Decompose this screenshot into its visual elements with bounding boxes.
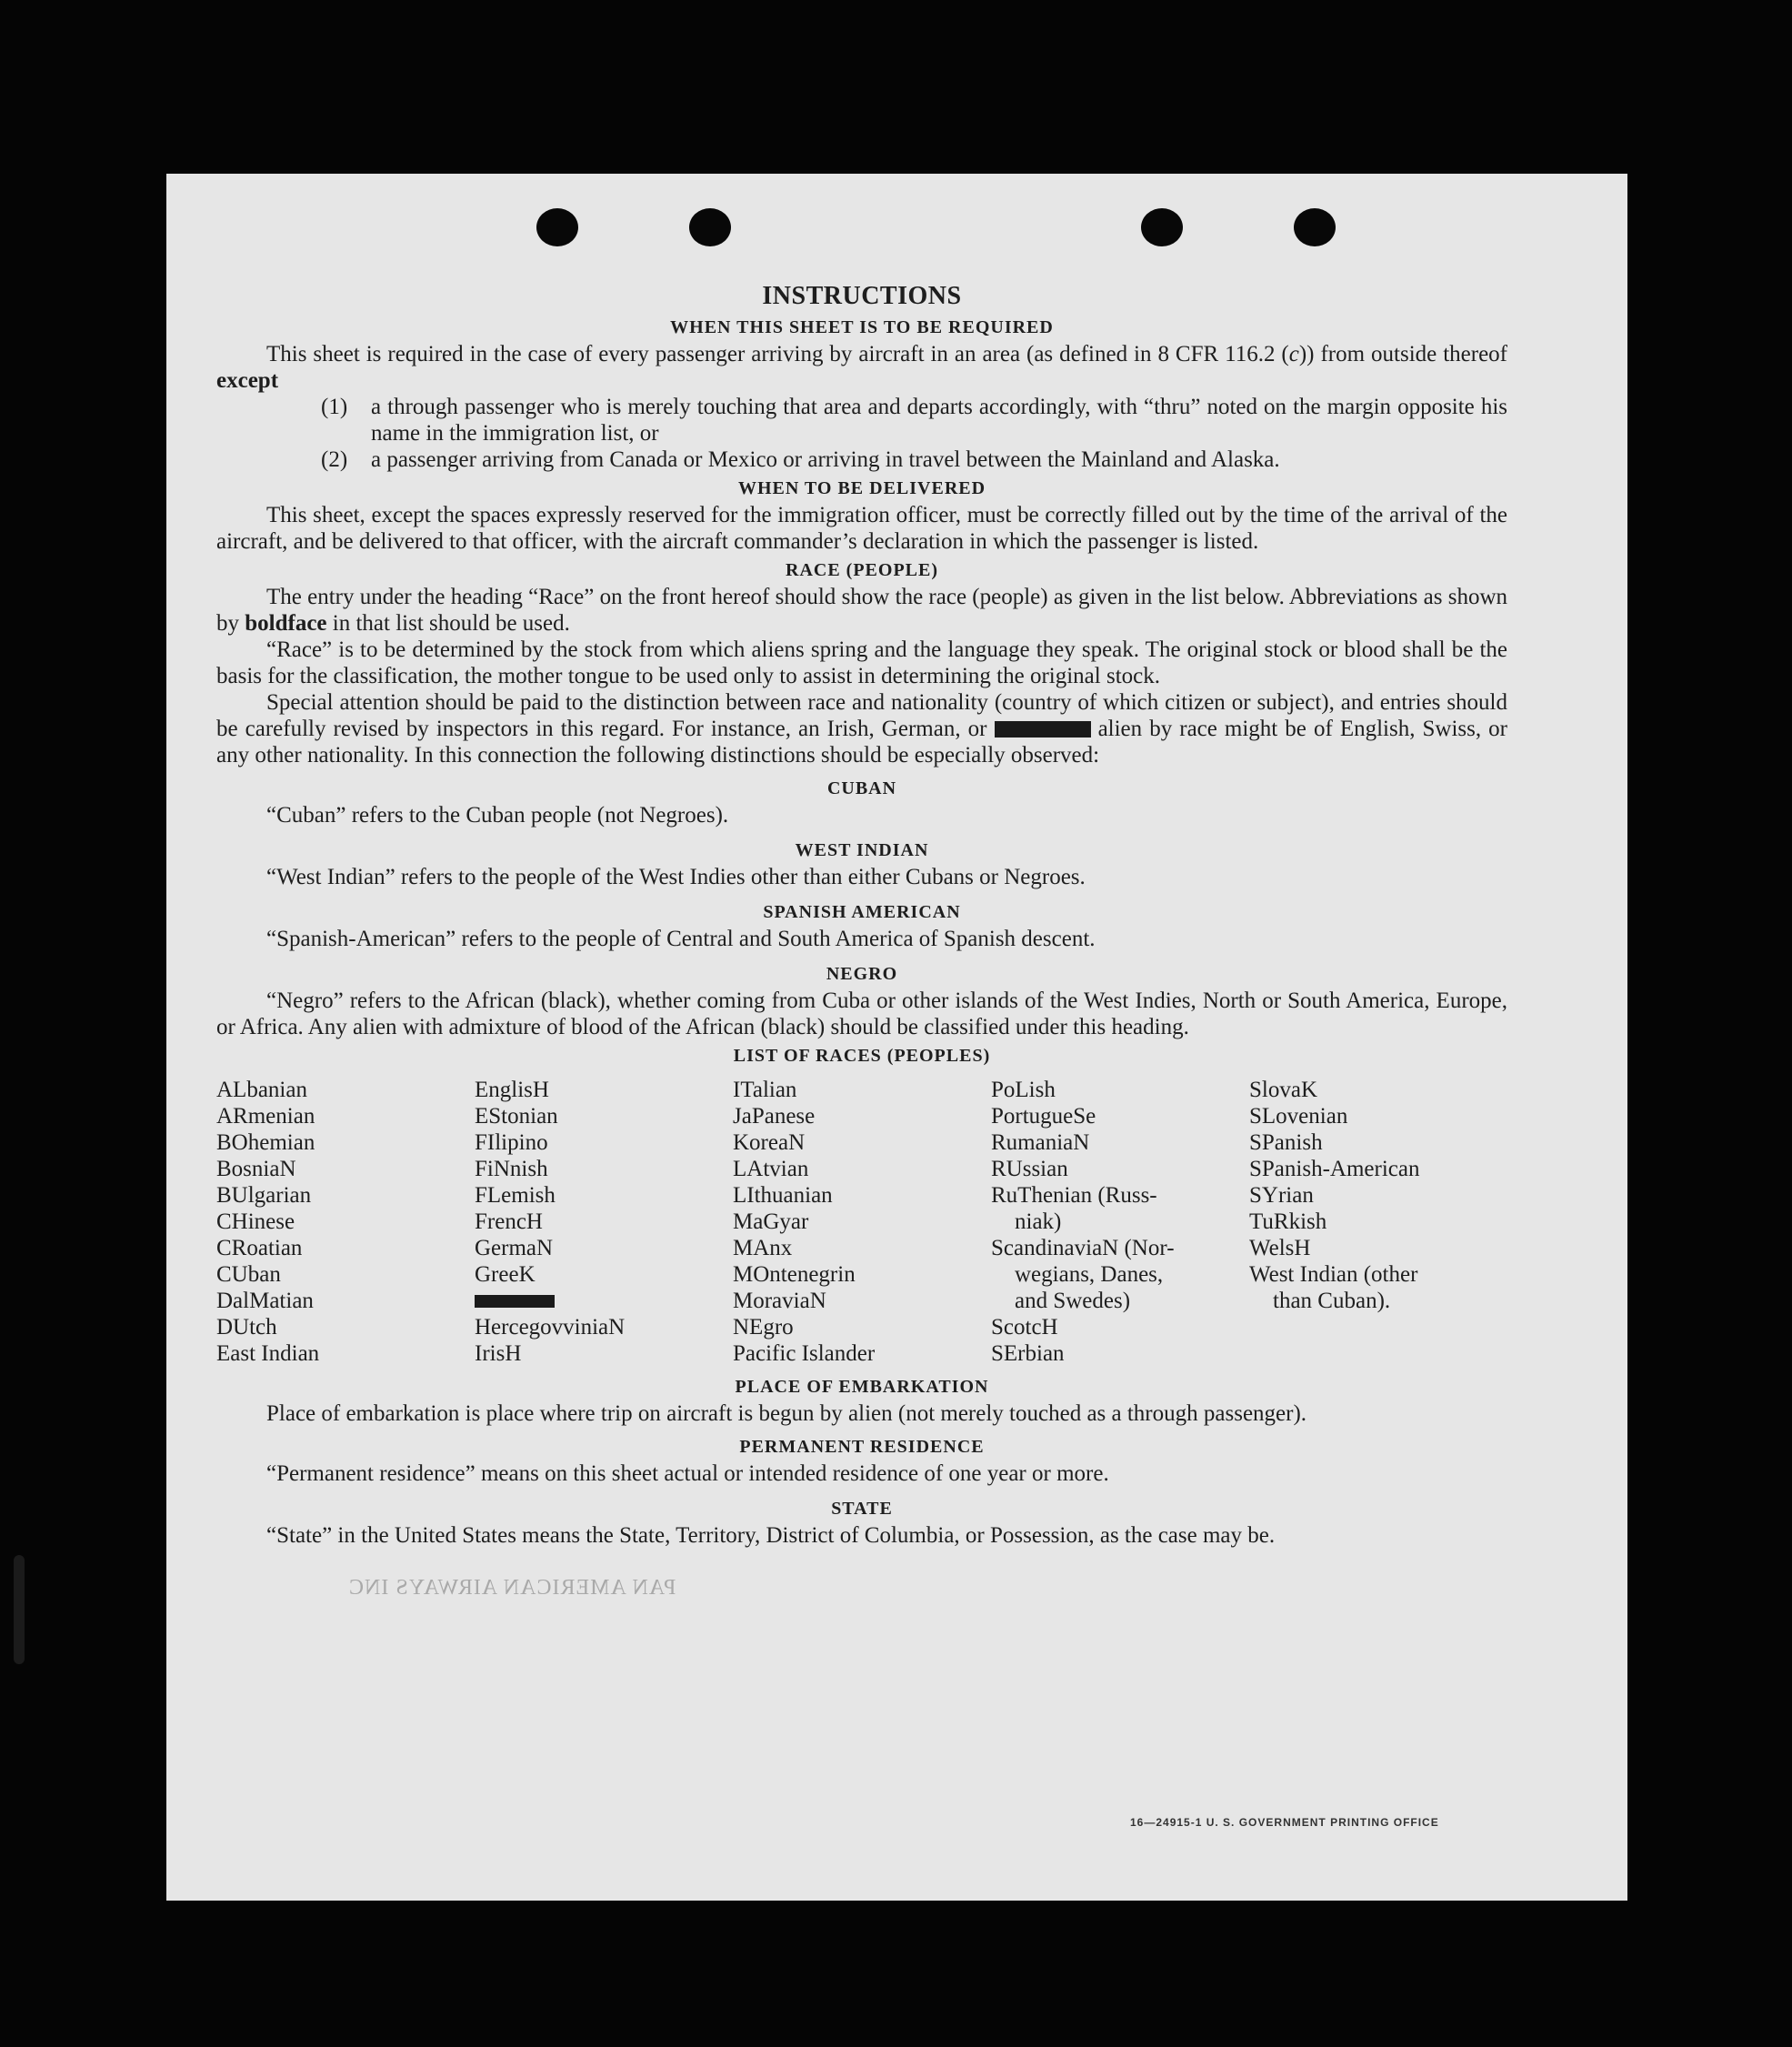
list-item: LIthuanian [733, 1183, 833, 1208]
section-heading-residence: PERMANENT RESIDENCE [739, 1437, 985, 1457]
race-column-4 [991, 1077, 1249, 1367]
required-intro: This sheet is required in the case of every passenger arriving by aircraft in an area (as defined in 8 CFR 116.2 (c)) from outside thereof except [216, 342, 1507, 393]
list-item: SlovaK [1249, 1078, 1317, 1102]
printing-office-code: 16—24915-1 U. S. GOVERNMENT PRINTING OFFICE [1130, 1816, 1439, 1829]
race-list [216, 1077, 1507, 1367]
section-heading-west-indian: WEST INDIAN [795, 840, 929, 860]
list-item-continuation: wegians, Danes, [1015, 1262, 1164, 1287]
list-item: DalMatian [216, 1289, 314, 1313]
list-item: DUtch [216, 1315, 277, 1340]
list-item: MoraviaN [733, 1289, 826, 1313]
list-item: IrisH [475, 1341, 522, 1366]
list-item: SPanish [1249, 1130, 1323, 1155]
page-title: INSTRUCTIONS [762, 282, 962, 310]
list-item: EStonian [475, 1104, 558, 1129]
delivered-text: This sheet, except the spaces expressly reserved for the immigration officer, must be correctly filled out by the time of the arrival of the aircraft, and be delivered to that officer, with the aircraft commander’s declaration in which the passenger is listed. [216, 503, 1507, 554]
list-item: GreeK [475, 1262, 536, 1287]
list-item: BosniaN [216, 1157, 296, 1181]
list-item: MAnx [733, 1236, 793, 1260]
race-column-1 [216, 1077, 475, 1367]
required-item-2: (2) a passenger arriving from Canada or Mexico or arriving in travel between the Mainland and Alaska. [321, 447, 1280, 472]
list-item: PoLish [991, 1078, 1056, 1102]
list-item: ARmenian [216, 1104, 315, 1129]
list-item: EnglisH [475, 1078, 549, 1102]
list-item: RuThenian (Russ- [991, 1183, 1157, 1208]
punch-hole [1141, 208, 1183, 246]
list-item: ITalian [733, 1078, 797, 1102]
negro-text: “Negro” refers to the African (black), whether coming from Cuba or other islands of the West Indies, North or South America, Europe, or Africa. Any alien with admixture of blood of the African (black) should be classified under this heading. [216, 988, 1507, 1039]
bleed-through-text: PAN AMERICAN AIRWAYS INC [348, 1576, 676, 1600]
cuban-text: “Cuban” refers to the Cuban people (not Negroes). [266, 803, 729, 828]
list-item: East Indian [216, 1341, 320, 1366]
list-item: West Indian (other [1249, 1262, 1418, 1287]
punch-hole [536, 208, 578, 246]
list-item: LAtvian [733, 1157, 809, 1181]
section-heading-negro: NEGRO [826, 964, 898, 984]
list-item: RumaniaN [991, 1130, 1090, 1155]
punch-hole [689, 208, 731, 246]
race-column-5 [1249, 1077, 1507, 1367]
list-item-continuation: than Cuban). [1273, 1289, 1391, 1313]
west-indian-text: “West Indian” refers to the people of the West Indies other than either Cubans or Negroes. [266, 865, 1086, 889]
list-item: ScotcH [991, 1315, 1058, 1340]
list-item: SPanish-American [1249, 1157, 1420, 1181]
race-paragraph-1: The entry under the heading “Race” on the front hereof should show the race (people) as given in the list below. Abbreviations as shown by boldface in that list should be used. [216, 585, 1507, 636]
race-paragraph-2: “Race” is to be determined by the stock from which aliens spring and the language they speak. The original stock or blood shall be the basis for the classification, the mother tongue to be used only to assist in determining the original stock. [216, 637, 1507, 688]
spanish-american-text: “Spanish-American” refers to the people of Central and South America of Spanish descent. [266, 927, 1096, 951]
list-item: HercegovviniaN [475, 1315, 626, 1340]
section-heading-required: WHEN THIS SHEET IS TO BE REQUIRED [670, 317, 1054, 337]
list-item: TuRkish [1249, 1209, 1327, 1234]
list-item: BOhemian [216, 1130, 315, 1155]
list-item: SYrian [1249, 1183, 1314, 1208]
list-item: JaPanese [733, 1104, 816, 1129]
race-paragraph-3: Special attention should be paid to the distinction between race and nationality (country of which citizen or subject), and entries should be carefully revised by inspectors in this regard. For instance, an Irish, German, or alien by race might be of English, Swiss, or any other nationality. In this connection the following distinctions should be especially observed: [216, 690, 1507, 768]
redacted-word [475, 1295, 555, 1308]
list-item: BUlgarian [216, 1183, 312, 1208]
list-item: NEgro [733, 1315, 794, 1340]
list-item: PortugueSe [991, 1104, 1096, 1129]
redacted-word [995, 721, 1091, 738]
list-item: CHinese [216, 1209, 295, 1234]
list-item [475, 1288, 733, 1314]
list-item: GermaN [475, 1236, 554, 1260]
list-item: ALbanian [216, 1078, 307, 1102]
required-item-1: (1) a through passenger who is merely touching that area and departs accordingly, with “thru” noted on the margin opposite his name in the immigration list, or [321, 395, 1507, 446]
list-item: CUban [216, 1262, 281, 1287]
list-item: MaGyar [733, 1209, 809, 1234]
list-item-continuation: and Swedes) [1015, 1289, 1131, 1313]
section-heading-embarkation: PLACE OF EMBARKATION [735, 1377, 989, 1397]
list-item: FIlipino [475, 1130, 548, 1155]
list-item: KoreaN [733, 1130, 806, 1155]
list-item: SLovenian [1249, 1104, 1348, 1129]
state-text: “State” in the United States means the State, Territory, District of Columbia, or Possession, as the case may be. [266, 1523, 1276, 1548]
section-heading-race: RACE (PEOPLE) [786, 560, 938, 580]
list-item: SErbian [991, 1341, 1065, 1366]
list-item-continuation: niak) [1015, 1209, 1062, 1234]
list-item: RUssian [991, 1157, 1068, 1181]
list-item: CRoatian [216, 1236, 303, 1260]
section-heading-cuban: CUBAN [826, 778, 897, 798]
punch-hole [1294, 208, 1336, 246]
embarkation-text: Place of embarkation is place where trip on aircraft is begun by alien (not merely touched as a through passenger). [266, 1401, 1307, 1426]
instructions-content [216, 281, 1507, 1549]
race-column-3 [733, 1077, 991, 1367]
list-item: FiNnish [475, 1157, 548, 1181]
document-sheet [166, 174, 1627, 1901]
list-item: FrencH [475, 1209, 543, 1234]
section-heading-state: STATE [831, 1499, 893, 1519]
race-column-2 [475, 1077, 733, 1367]
list-item: WelsH [1249, 1236, 1311, 1260]
section-heading-delivered: WHEN TO BE DELIVERED [737, 478, 986, 498]
list-item: FLemish [475, 1183, 556, 1208]
list-item: MOntenegrin [733, 1262, 856, 1287]
residence-text: “Permanent residence” means on this sheet actual or intended residence of one year or more. [266, 1461, 1109, 1486]
list-heading: LIST OF RACES (PEOPLES) [733, 1046, 991, 1066]
list-item: ScandinaviaN (Nor- [991, 1236, 1175, 1260]
list-item: Pacific Islander [733, 1341, 876, 1366]
section-heading-spanish-american: SPANISH AMERICAN [763, 902, 961, 922]
scan-artifact [14, 1555, 25, 1664]
